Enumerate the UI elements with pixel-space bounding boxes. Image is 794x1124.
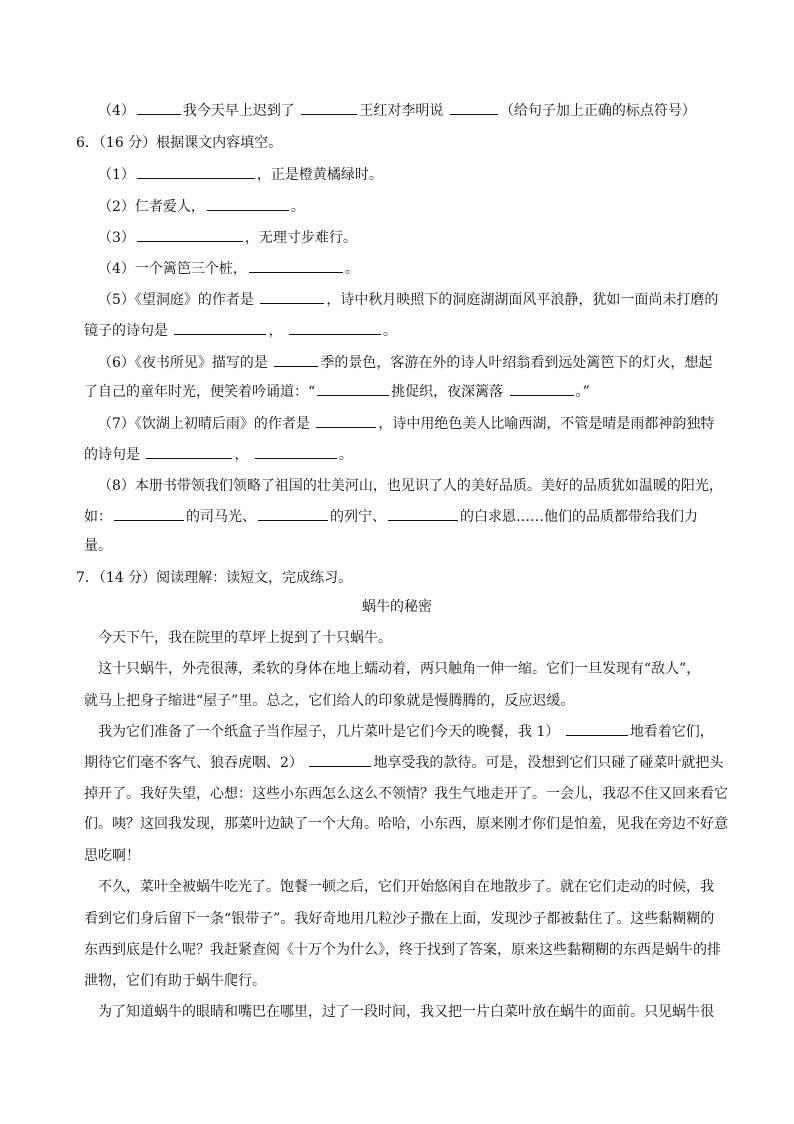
answer-blank[interactable]: [274, 352, 318, 367]
answer-blank[interactable]: [146, 444, 232, 459]
passage-paragraph-2-line2: 就马上把身子缩进“屋子”里。总之，它们给人的印象就是慢腾腾的，反应迟缓。: [84, 693, 575, 709]
answer-blank[interactable]: [289, 320, 381, 335]
passage-paragraph-3-line3: 掉开了。我好失望，心想：这些小东西怎么这么不领情？我生气地走开了。一会儿，我忍不住又回来看它: [84, 786, 728, 802]
q6-item8-line1: （8）本册书带领我们领略了祖国的壮美河山，也见识了人的美好品质。美好的品质犹如温暖的阳光，: [98, 478, 723, 494]
answer-blank[interactable]: [388, 506, 458, 521]
passage-paragraph-1: 今天下午，我在院里的草坪上捉到了十只蜗牛。: [98, 630, 392, 646]
answer-blank[interactable]: [566, 721, 628, 736]
answer-blank[interactable]: [260, 289, 324, 304]
passage-paragraph-4-line3: 东西到底是什么呢？我赶紧查阅《十万个为什么》，终于找到了答案，原来这些黏糊糊的东西是蜗牛的排: [84, 942, 721, 958]
sentence-part: 我今天早上迟到了: [182, 103, 295, 119]
answer-blank[interactable]: [258, 506, 328, 521]
answer-blank[interactable]: [450, 100, 498, 115]
answer-blank[interactable]: [114, 506, 184, 521]
item-number: （4）: [98, 103, 135, 119]
q6-item7-line1: （7）《饮湖上初晴后雨》的作者是 ，诗中用绝色美人比喻西湖，不管是晴是雨都神韵独特: [98, 413, 714, 434]
q6-item2: （2）仁者爱人， 。: [98, 196, 305, 217]
passage-paragraph-3-line4: 们。咦？这回我发现，那菜叶边缺了一个大角。哈哈，小东西，原来刚才你们是怕羞，见我在旁边不好意: [84, 816, 728, 832]
passage-paragraph-4-line1: 不久，菜叶全被蜗牛吃光了。饱餐一顿之后，它们开始悠闲自在地散步了。就在它们走动的时候，我: [98, 879, 714, 895]
passage-title: 蜗牛的秘密: [362, 599, 432, 615]
passage-paragraph-3-line5: 思吃啊！: [84, 848, 140, 864]
answer-blank[interactable]: [316, 413, 376, 428]
answer-blank[interactable]: [174, 320, 266, 335]
q6-item3: （3） ，无理寸步难行。: [98, 227, 357, 248]
answer-blank[interactable]: [255, 444, 337, 459]
passage-paragraph-3-line2: 期待它们毫不客气、狼吞虎咽、2） 地享受我的款待。可是，没想到它们只碰了碰菜叶就把头: [84, 752, 723, 773]
answer-blank[interactable]: [137, 227, 243, 242]
q6-item5-line1: （5）《望洞庭》的作者是 ，诗中秋月映照下的洞庭湖湖面风平浪静，犹如一面尚未打磨的: [98, 289, 718, 310]
passage-paragraph-2-line1: 这十只蜗牛，外壳很薄，柔软的身体在地上蠕动着，两只触角一伸一缩。它们一旦发现有“敌人”，: [98, 661, 701, 677]
passage-paragraph-4-line4: 泄物，它们有助于蜗牛爬行。: [84, 973, 266, 989]
q6-item8-line2: 如： 的司马光、 的列宁、 的白求恩……他们的品质都带给我们力: [84, 506, 698, 527]
q5-item4-line: [98, 100, 696, 121]
q6-item1: （1） ，正是橙黄橘绿时。: [98, 164, 383, 185]
instruction-text: （给句子加上正确的标点符号）: [499, 103, 696, 119]
q6-header: 6．（16 分）根据课文内容填空。: [76, 135, 283, 151]
answer-blank[interactable]: [510, 381, 574, 396]
q6-item8-line3: 量。: [84, 538, 112, 554]
answer-blank[interactable]: [249, 258, 343, 273]
q6-item7-line2: 的诗句是 ， 。: [84, 444, 353, 465]
q6-item6-line1: （6）《夜书所见》描写的是 季的景色，客游在外的诗人叶绍翁看到远处篱笆下的灯火，想起: [98, 352, 712, 373]
answer-blank[interactable]: [207, 196, 289, 211]
sentence-part: 王红对李明说: [359, 103, 444, 119]
answer-blank[interactable]: [137, 100, 181, 115]
answer-blank[interactable]: [309, 752, 371, 767]
passage-paragraph-3-line1: 我为它们准备了一个纸盒子当作屋子，几片菜叶是它们今天的晚餐，我 1） 地看着它们，: [98, 721, 714, 742]
answer-blank[interactable]: [317, 381, 389, 396]
q6-item5-line2: 镜子的诗句是 ， 。: [84, 320, 397, 341]
q6-item6-line2: 了自己的童年时光，便笑着吟诵道：“ 挑促织，夜深篱落 。”: [84, 381, 590, 402]
q7-header: 7．（14 分）阅读理解：读短文，完成练习。: [76, 570, 353, 586]
passage-paragraph-5-line1: 为了知道蜗牛的眼睛和嘴巴在哪里，过了一段时间，我又把一片白菜叶放在蜗牛的面前。只见蜗牛很: [98, 1004, 714, 1020]
answer-blank[interactable]: [301, 100, 357, 115]
passage-paragraph-4-line2: 看到它们身后留下一条“银带子”。我好奇地用几粒沙子撒在上面，发现沙子都被黏住了。这些黏糊糊的: [84, 911, 715, 927]
q6-item4: （4）一个篱笆三个桩， 。: [98, 258, 359, 279]
answer-blank[interactable]: [137, 164, 255, 179]
